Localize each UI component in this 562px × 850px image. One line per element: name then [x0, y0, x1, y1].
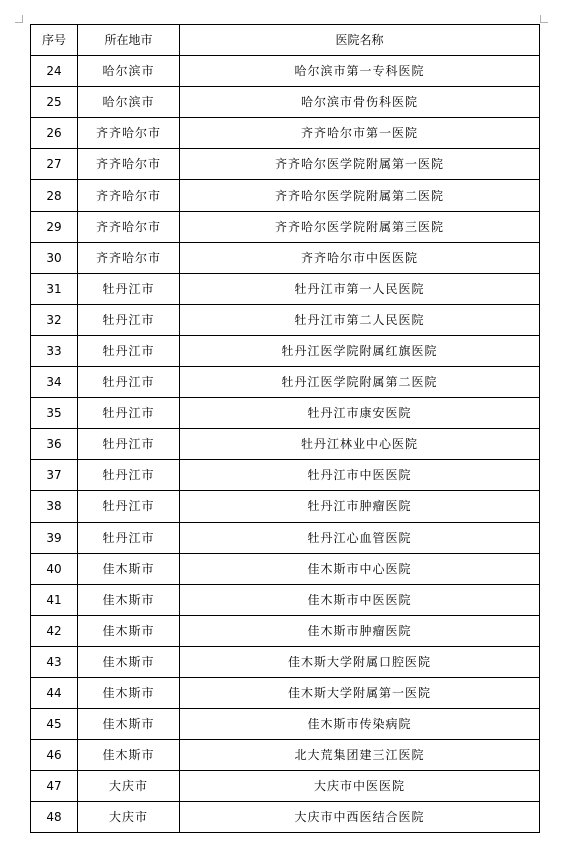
cell-city: 牡丹江市 [78, 522, 180, 553]
cell-index: 47 [31, 771, 78, 802]
cell-hospital-name: 北大荒集团建三江医院 [180, 740, 540, 771]
page-corner-mark-top-right [540, 15, 548, 23]
cell-hospital-name: 牡丹江林业中心医院 [180, 429, 540, 460]
cell-index: 48 [31, 802, 78, 833]
table-row [31, 677, 540, 708]
cell-city: 牡丹江市 [78, 491, 180, 522]
table-row [31, 771, 540, 802]
cell-city: 牡丹江市 [78, 429, 180, 460]
header-index: 序号 [31, 25, 78, 56]
table-row [31, 180, 540, 211]
cell-hospital-name: 佳木斯大学附属第一医院 [180, 677, 540, 708]
cell-city: 牡丹江市 [78, 273, 180, 304]
cell-index: 42 [31, 615, 78, 646]
table-row [31, 709, 540, 740]
cell-index: 46 [31, 740, 78, 771]
table-row [31, 335, 540, 366]
cell-city: 大庆市 [78, 802, 180, 833]
cell-city: 佳木斯市 [78, 646, 180, 677]
cell-city: 佳木斯市 [78, 740, 180, 771]
table-row [31, 429, 540, 460]
table-row [31, 491, 540, 522]
cell-hospital-name: 牡丹江市康安医院 [180, 398, 540, 429]
hospital-table [30, 24, 540, 833]
cell-index: 45 [31, 709, 78, 740]
cell-index: 30 [31, 242, 78, 273]
cell-hospital-name: 牡丹江医学院附属红旗医院 [180, 335, 540, 366]
cell-index: 44 [31, 677, 78, 708]
table-row [31, 87, 540, 118]
cell-city: 齐齐哈尔市 [78, 242, 180, 273]
table-row [31, 460, 540, 491]
cell-index: 33 [31, 335, 78, 366]
table-row [31, 242, 540, 273]
cell-hospital-name: 牡丹江市第一人民医院 [180, 273, 540, 304]
cell-index: 34 [31, 367, 78, 398]
cell-index: 38 [31, 491, 78, 522]
cell-city: 牡丹江市 [78, 304, 180, 335]
cell-hospital-name: 佳木斯市中医医院 [180, 584, 540, 615]
table-row [31, 522, 540, 553]
cell-index: 39 [31, 522, 78, 553]
cell-hospital-name: 哈尔滨市第一专科医院 [180, 56, 540, 87]
cell-hospital-name: 牡丹江市中医医院 [180, 460, 540, 491]
table-body [31, 56, 540, 833]
cell-hospital-name: 哈尔滨市骨伤科医院 [180, 87, 540, 118]
table-row [31, 367, 540, 398]
cell-index: 24 [31, 56, 78, 87]
cell-hospital-name: 牡丹江市第二人民医院 [180, 304, 540, 335]
table-row [31, 802, 540, 833]
cell-index: 37 [31, 460, 78, 491]
cell-hospital-name: 大庆市中医医院 [180, 771, 540, 802]
cell-city: 齐齐哈尔市 [78, 149, 180, 180]
cell-hospital-name: 佳木斯市肿瘤医院 [180, 615, 540, 646]
header-city: 所在地市 [78, 25, 180, 56]
cell-hospital-name: 大庆市中西医结合医院 [180, 802, 540, 833]
cell-index: 27 [31, 149, 78, 180]
header-hospital-name: 医院名称 [180, 25, 540, 56]
cell-city: 佳木斯市 [78, 584, 180, 615]
cell-city: 齐齐哈尔市 [78, 118, 180, 149]
cell-city: 牡丹江市 [78, 398, 180, 429]
cell-hospital-name: 佳木斯市中心医院 [180, 553, 540, 584]
cell-hospital-name: 齐齐哈尔市第一医院 [180, 118, 540, 149]
table-row [31, 149, 540, 180]
cell-index: 41 [31, 584, 78, 615]
table-row [31, 553, 540, 584]
cell-city: 佳木斯市 [78, 615, 180, 646]
table-row [31, 646, 540, 677]
cell-hospital-name: 齐齐哈尔医学院附属第二医院 [180, 180, 540, 211]
table-row [31, 398, 540, 429]
cell-city: 牡丹江市 [78, 367, 180, 398]
table-row [31, 304, 540, 335]
cell-hospital-name: 佳木斯市传染病院 [180, 709, 540, 740]
cell-index: 29 [31, 211, 78, 242]
table-row [31, 211, 540, 242]
cell-city: 牡丹江市 [78, 460, 180, 491]
cell-index: 40 [31, 553, 78, 584]
cell-hospital-name: 佳木斯大学附属口腔医院 [180, 646, 540, 677]
cell-city: 佳木斯市 [78, 709, 180, 740]
cell-hospital-name: 牡丹江医学院附属第二医院 [180, 367, 540, 398]
cell-hospital-name: 齐齐哈尔市中医医院 [180, 242, 540, 273]
cell-index: 31 [31, 273, 78, 304]
table-row [31, 118, 540, 149]
cell-index: 35 [31, 398, 78, 429]
cell-index: 36 [31, 429, 78, 460]
table-row [31, 615, 540, 646]
cell-index: 32 [31, 304, 78, 335]
cell-city: 哈尔滨市 [78, 87, 180, 118]
cell-city: 齐齐哈尔市 [78, 180, 180, 211]
page-corner-mark-top-left [15, 15, 23, 23]
table-row [31, 273, 540, 304]
cell-hospital-name: 齐齐哈尔医学院附属第一医院 [180, 149, 540, 180]
cell-city: 佳木斯市 [78, 553, 180, 584]
cell-city: 齐齐哈尔市 [78, 211, 180, 242]
cell-city: 牡丹江市 [78, 335, 180, 366]
cell-hospital-name: 牡丹江心血管医院 [180, 522, 540, 553]
cell-index: 26 [31, 118, 78, 149]
table-row [31, 584, 540, 615]
cell-index: 43 [31, 646, 78, 677]
cell-index: 28 [31, 180, 78, 211]
cell-hospital-name: 齐齐哈尔医学院附属第三医院 [180, 211, 540, 242]
cell-city: 大庆市 [78, 771, 180, 802]
cell-city: 哈尔滨市 [78, 56, 180, 87]
table-row [31, 56, 540, 87]
table-row [31, 740, 540, 771]
cell-city: 佳木斯市 [78, 677, 180, 708]
cell-index: 25 [31, 87, 78, 118]
table-header-row [31, 25, 540, 56]
cell-hospital-name: 牡丹江市肿瘤医院 [180, 491, 540, 522]
